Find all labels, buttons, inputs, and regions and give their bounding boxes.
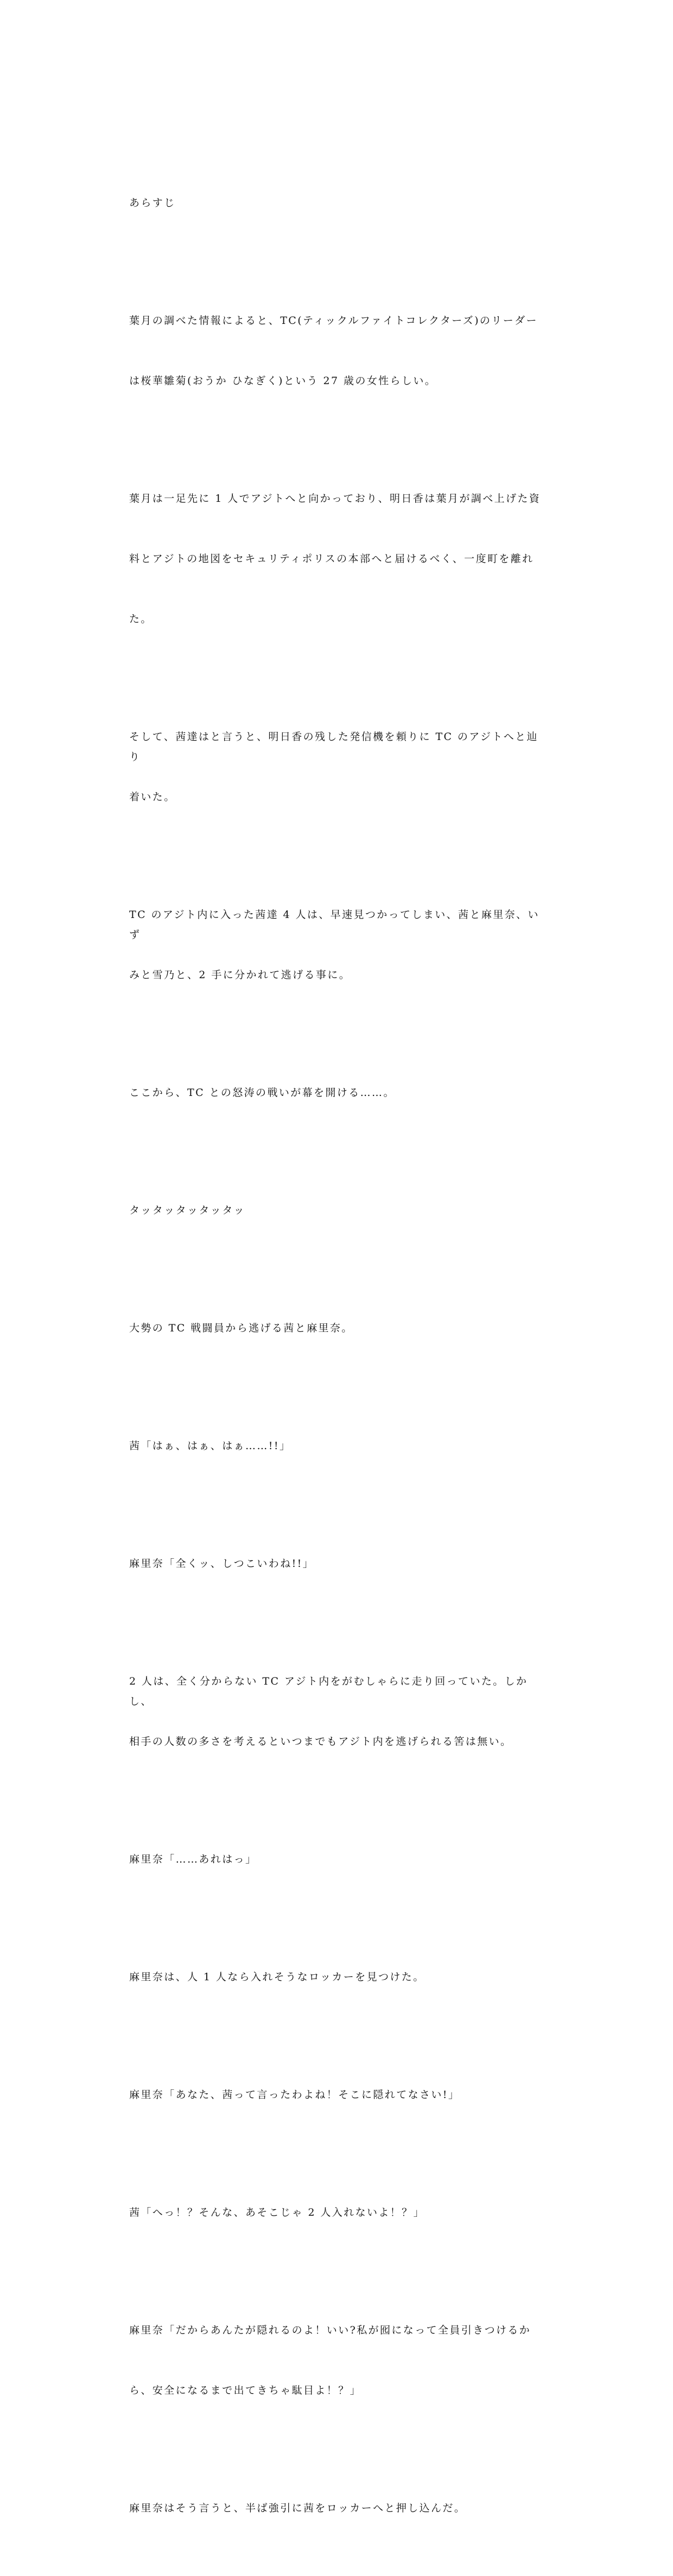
- dialogue-line: [129, 1514, 550, 1614]
- dialogue-line: [129, 2163, 550, 2263]
- paragraph: [129, 865, 550, 1025]
- body-text: [129, 153, 550, 2576]
- text-line: ら、安全になるまで出てきちゃ駄目よ！？」: [129, 2384, 362, 2396]
- text-line: 麻里奈「あなた、茜って言ったわよね！そこに隠れてなさい!」: [129, 2089, 460, 2101]
- text-line: 麻里奈「だからあんたが隠れるのよ！いい?私が囮になって全員引きつけるか: [129, 2324, 531, 2336]
- text-line: 着いた。: [129, 791, 176, 803]
- text-line: 葉月は一足先に 1 人でアジトへと向かっており、明日香は葉月が調べ上げた資: [129, 493, 541, 505]
- text-line: 麻里奈はそう言うと、半ば強引に茜をロッカーへと押し込んだ。: [129, 2502, 466, 2514]
- paragraph: [129, 1631, 550, 1792]
- dialogue-line: [129, 2045, 550, 2145]
- text-line: みと雪乃と、2 手に分かれて逃げる事に。: [129, 969, 351, 981]
- paragraph: [129, 687, 550, 847]
- paragraph: [129, 449, 550, 669]
- text-line: タッタッタッタッタッ: [129, 1204, 246, 1216]
- text-line: ここから、TC との怒涛の戦いが幕を開ける……。: [129, 1087, 395, 1099]
- text-line: TC のアジト内に入った茜達 4 人は、早速見つかってしまい、茜と麻里奈、いず: [129, 909, 539, 941]
- text-line: 茜「はぁ、はぁ、はぁ……!!」: [129, 1440, 291, 1452]
- text-line: 麻里奈「全くッ、しつこいわね!!」: [129, 1558, 315, 1570]
- text-line: 2 人は、全く分からない TC アジト内をがむしゃらに走り回っていた。しかし、: [129, 1675, 528, 1707]
- text-line: 料とアジトの地図をセキュリティポリスの本部へと届けるべく、一度町を離れ: [129, 553, 534, 565]
- text-line: あらすじ: [129, 197, 176, 209]
- paragraph: [129, 1043, 550, 1143]
- paragraph: [129, 1278, 550, 1379]
- dialogue-line: [129, 1396, 550, 1496]
- paragraph: [129, 271, 550, 431]
- text-line: 麻里奈「……あれはっ」: [129, 1853, 257, 1865]
- text-line: 茜「へっ！？そんな、あそこじゃ 2 人入れないよ！？」: [129, 2207, 425, 2218]
- text-line: 葉月の調べた情報によると、TC(ティックルファイトコレクターズ)のリーダー: [129, 315, 538, 327]
- text-line: た。: [129, 613, 153, 625]
- dialogue-line: [129, 1809, 550, 1910]
- paragraph: [129, 2458, 550, 2559]
- text-line: 大勢の TC 戦闘員から逃げる茜と麻里奈。: [129, 1322, 353, 1334]
- text-line: 麻里奈は、人 1 人なら入れそうなロッカーを見つけた。: [129, 1971, 425, 1983]
- synopsis-heading: [129, 153, 550, 253]
- paragraph: [129, 1161, 550, 1261]
- dialogue-line: [129, 2280, 550, 2441]
- paragraph: [129, 1927, 550, 2027]
- text-line: 相手の人数の多さを考えるといつまでもアジト内を逃げられる筈は無い。: [129, 1736, 512, 1748]
- text-line: そして、茜達はと言うと、明日香の残した発信機を頼りに TC のアジトへと辿り: [129, 731, 538, 763]
- text-line: は桜華雛菊(おうか ひなぎく)という 27 歳の女性らしい。: [129, 375, 437, 387]
